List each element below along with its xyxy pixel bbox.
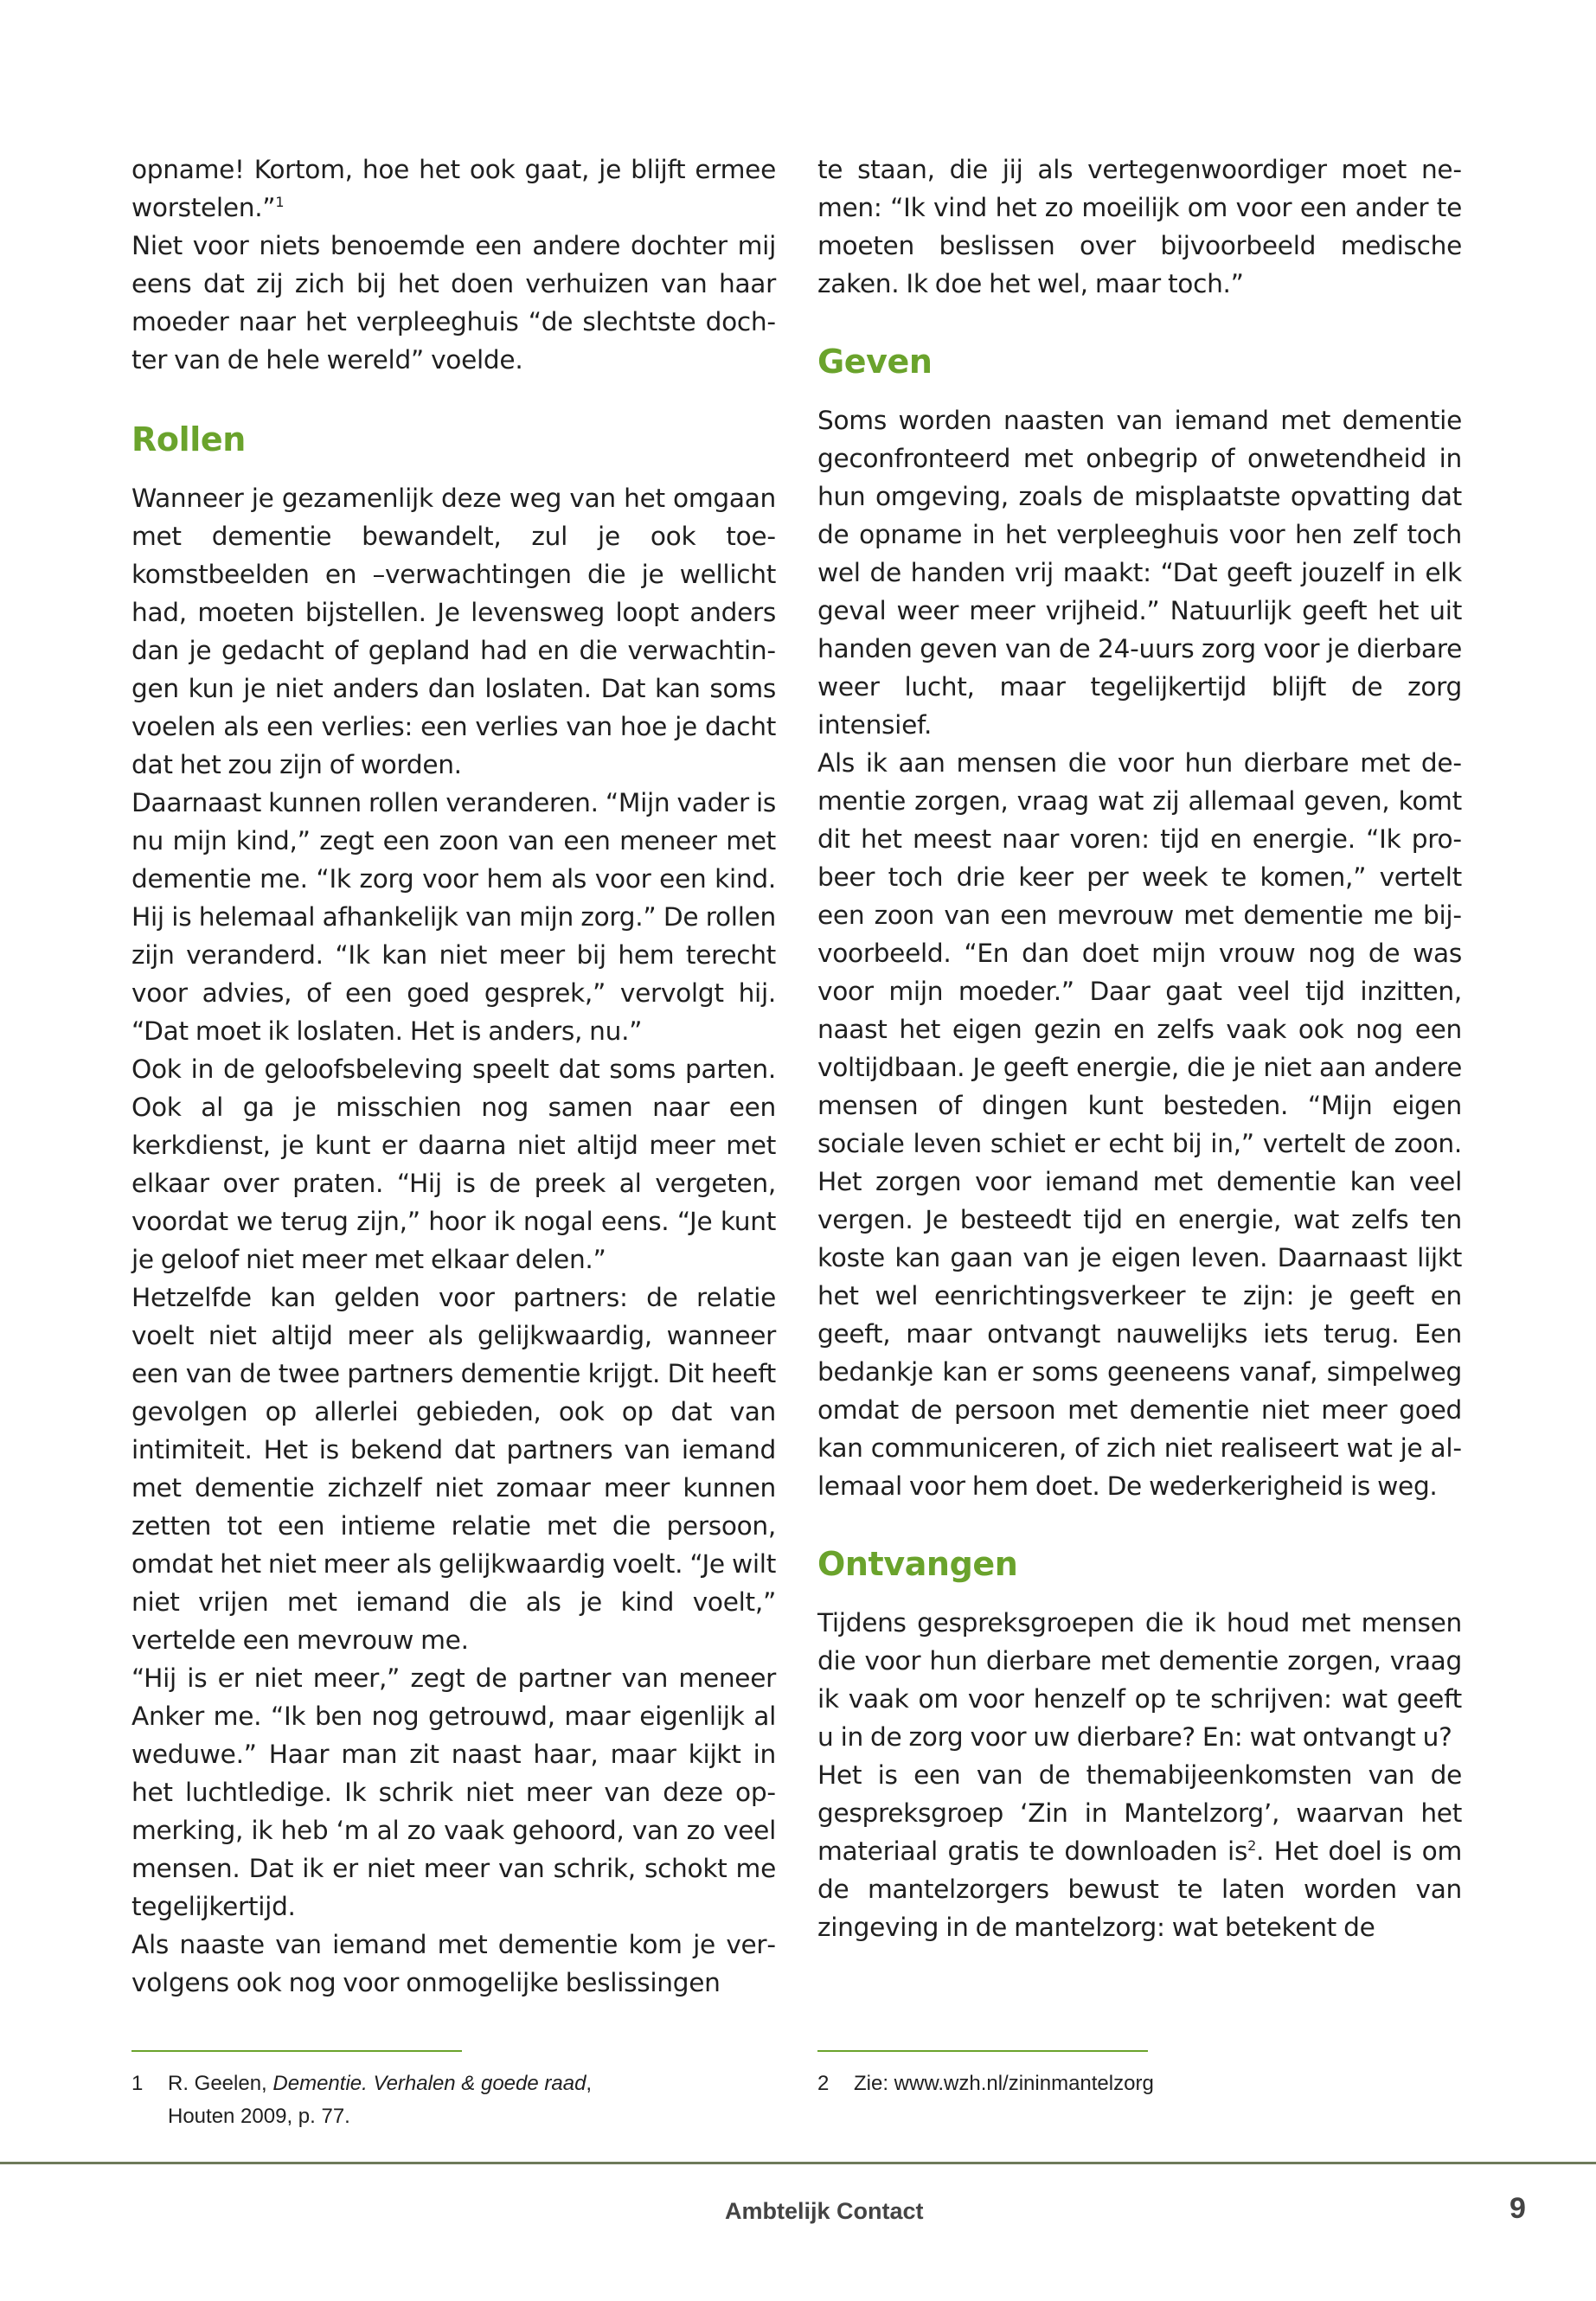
paragraph: Niet voor niets benoemde een andere dochter mij eens dat zij zich bij het doen verhuizen van haar moeder naar het verpleeghuis “de slechtste dochter van de hele wereld” voelde. [131, 231, 776, 375]
paragraph: te staan, die jij als vertegenwoordiger moet nemen: “Ik vind het zo moeilijk om voor een ander te moeten beslissen over bijvoorbeeld medische zaken. Ik doe het wel, maar toch.” [817, 155, 1462, 298]
footnote-author: R. Geelen, [168, 2072, 273, 2095]
footer-divider [0, 2162, 1596, 2164]
footnote-1 [131, 2067, 592, 2133]
paragraph: “Hij is er niet meer,” zegt de partner van meneer Anker me. “Ik ben nog getrouwd, maar eigenlijk al weduwe.” Haar man zit naast haar, maar kijkt in het luchtledige. Ik schrik niet meer van deze opmerking, ik heb ‘m al zo vaak gehoord, van zo veel mensen. Dat ik er niet meer van schrik, schokt me tegelijkertijd. [131, 1663, 776, 1921]
section-heading-geven: Geven [817, 343, 933, 381]
paragraph-text: . Het doel is om de mantelzorgers bewust te laten worden van zingeving in de mantelzorg: wat betekent de [817, 1836, 1462, 1942]
paragraph: Soms worden naasten van iemand met dementie geconfronteerd met onbegrip of onwetendheid in hun omgeving, zoals de misplaatste opvatting dat de opname in het verpleeghuis voor hen zelf toch wel de handen vrij maakt: “Dat geeft jouzelf in elk geval weer meer vrijheid.” Natuurlijk geeft het uit handen geven van de 24-uurs zorg voor je dierbare weer lucht, maar tegelijkertijd blijft de zorg intensief. [817, 406, 1462, 740]
page-number: 9 [1509, 2192, 1526, 2225]
right-column [817, 151, 1462, 1946]
footnote-ref-2[interactable]: 2 [1247, 1837, 1256, 1855]
left-column [131, 151, 776, 2002]
paragraph: Daarnaast kunnen rollen veranderen. “Mijn vader is nu mijn kind,” zegt een zoon van een meneer met dementie me. “Ik zorg voor hem als voor een kind. Hij is helemaal afhankelijk van mijn zorg.” De rollen zijn veranderd. “Ik kan niet meer bij hem terecht voor advies, of een goed gesprek,” vervolgt hij. “Dat moet ik loslaten. Het is anders, nu.” [131, 788, 776, 1046]
footnote-line-2: Houten 2009, p. 77. [168, 2105, 350, 2128]
section-heading-rollen: Rollen [131, 420, 246, 458]
paragraph: Als naaste van iemand met dementie kom je vervolgens ook nog voor onmogelijke beslissingen [131, 1930, 776, 1997]
paragraph: Wanneer je gezamenlijk deze weg van het omgaan met dementie bewandelt, zul je ook toekomstbeelden en –verwachtingen die je wellicht had, moeten bijstellen. Je levensweg loopt anders dan je gedacht of gepland had en die verwachtingen kun je niet anders dan loslaten. Dat kan soms voelen als een verlies: een verlies van hoe je dacht dat het zou zijn of worden. [131, 484, 776, 779]
footnote-2 [817, 2067, 1154, 2100]
footer-title: Ambtelijk Contact [725, 2198, 924, 2224]
footnote-book-title: Dementie. Verhalen & goede raad [272, 2072, 586, 2095]
paragraph [131, 151, 776, 227]
paragraph: Als ik aan mensen die voor hun dierbare met dementie zorgen, vraag wat zij allemaal geven, komt dit het meest naar voren: tijd en energie. “Ik probeer toch drie keer per week te komen,” vertelt een zoon van een mevrouw met dementie me bijvoorbeeld. “En dan doet mijn vrouw nog de was voor mijn moeder.” Daar gaat veel tijd inzitten, naast het eigen gezin en zelfs vaak ook nog een voltijdbaan. Je geeft energie, die je niet aan andere mensen of dingen kunt besteden. “Mijn eigen sociale leven schiet er echt bij in,” vertelt de zoon. Het zorgen voor iemand met dementie kan veel vergen. Je besteedt tijd en energie, wat zelfs ten koste kan gaan van je eigen leven. Daarnaast lijkt het wel eenrichtingsverkeer te zijn: je geeft en geeft, maar ontvangt nauwelijks iets terug. Een bedankje kan er soms geeneens vanaf, simpelweg omdat de persoon met dementie niet meer goed kan communiceren, of zich niet realiseert wat je allemaal voor hem doet. De wederkerigheid is weg. [817, 748, 1462, 1501]
paragraph-text: opname! Kortom, hoe het ook gaat, je blijft ermee worstelen.” [131, 155, 776, 222]
footnote-link-text[interactable]: Zie: www.wzh.nl/zininmantelzorg [854, 2072, 1154, 2095]
section-heading-ontvangen: Ontvangen [817, 1545, 1018, 1583]
paragraph-text: Het is een van de themabijeenkomsten van de gespreksgroep ‘Zin in Mantelzorg’, waarvan het materiaal gratis te downloaden is [817, 1760, 1462, 1866]
footnote-ref-1[interactable]: 1 [275, 194, 285, 211]
footnote-punct: , [586, 2072, 593, 2095]
paragraph [817, 1756, 1462, 1946]
footnote-divider [131, 2050, 462, 2052]
paragraph: Hetzelfde kan gelden voor partners: de relatie voelt niet altijd meer als gelijkwaardig, wanneer een van de twee partners dementie krijgt. Dit heeft gevolgen op allerlei gebieden, ook op dat van intimiteit. Het is bekend dat partners van iemand met dementie zichzelf niet zomaar meer kunnen zetten tot een intieme relatie met die persoon, omdat het niet meer als gelijkwaardig voelt. “Je wilt niet vrijen met iemand die als je kind voelt,” vertelde een mevrouw me. [131, 1283, 776, 1655]
footnote-divider [817, 2050, 1148, 2052]
paragraph: Ook in de geloofsbeleving speelt dat soms parten. Ook al ga je misschien nog samen naar een kerkdienst, je kunt er daarna niet altijd meer met elkaar over praten. “Hij is de preek al vergeten, voordat we terug zijn,” hoor ik nogal eens. “Je kunt je geloof niet meer met elkaar delen.” [131, 1054, 776, 1274]
paragraph: Tijdens gespreksgroepen die ik houd met mensen die voor hun dierbare met dementie zorgen, vraag ik vaak om voor henzelf op te schrijven: wat geeft u in de zorg voor uw dierbare? En: wat ontvangt u? [817, 1608, 1462, 1752]
footnote-number: 2 [817, 2072, 830, 2095]
footnote-number: 1 [131, 2072, 144, 2095]
